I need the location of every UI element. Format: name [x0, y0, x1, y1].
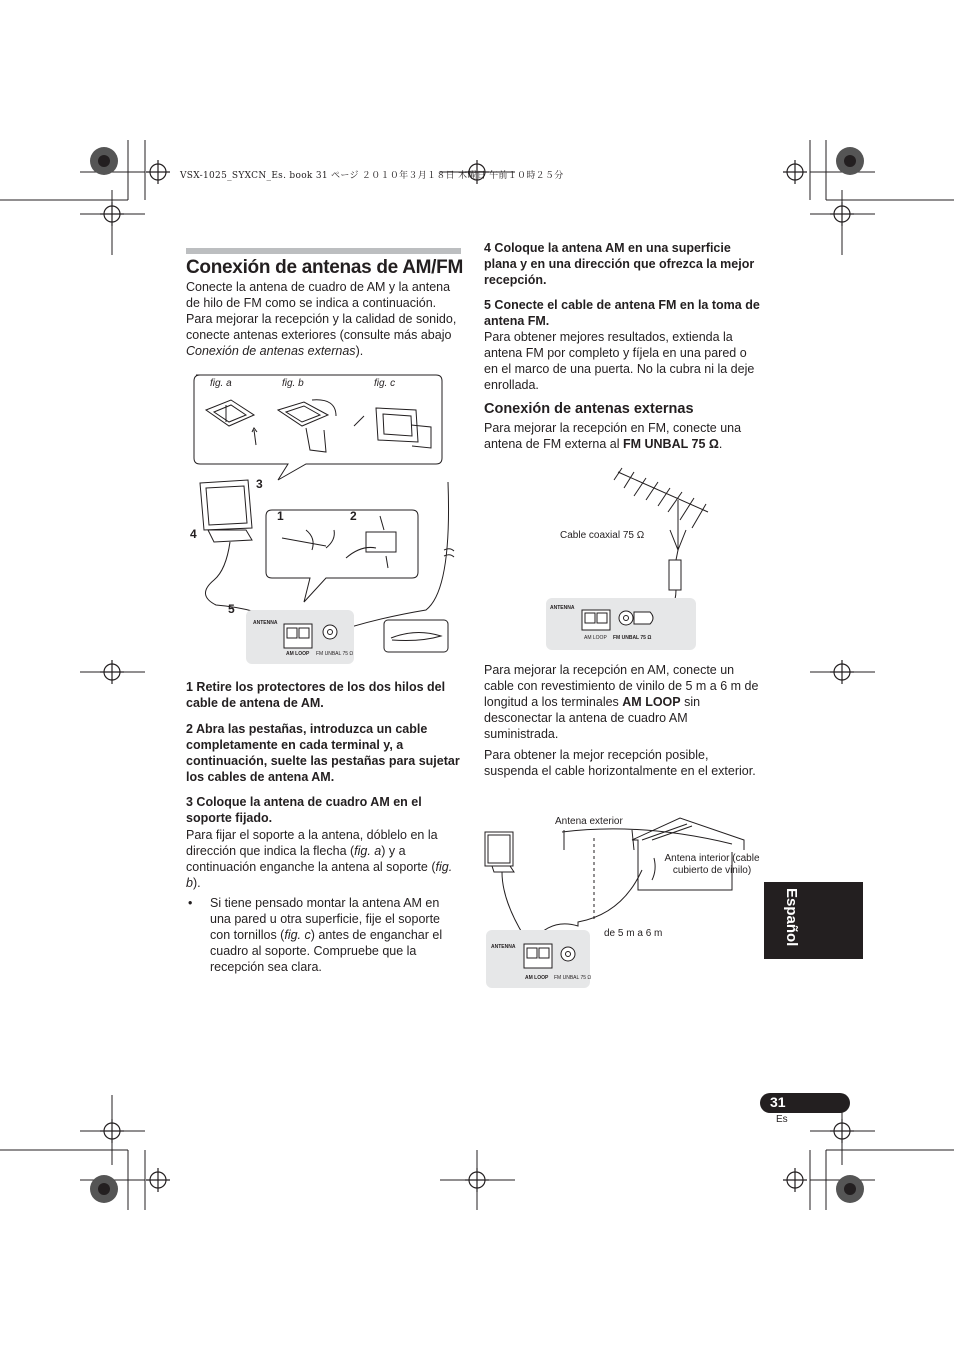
step-5-title: 5 Conecte el cable de antena FM en la toma de antena FM.: [484, 298, 760, 328]
terminal-clip-illustration: [346, 516, 396, 568]
distance-label: de 5 m a 6 m: [604, 928, 663, 939]
am-panel-antenna-label: ANTENNA: [491, 944, 516, 950]
fig-c-reference: fig. c: [284, 928, 311, 942]
step-5-text: Para obtener mejores resultados, extienda la antena FM por completo y fíjela en una pared o en el marco de una puerta. No la cubra ni la deje enrollada.: [484, 330, 755, 392]
page-number: 31: [760, 1093, 850, 1113]
step-3-title: 3 Coloque la antena de cuadro AM en el soporte fijado.: [186, 795, 422, 825]
external-antennas-title: Conexión de antenas externas: [484, 401, 694, 417]
fm-panel-fm-unbal-label: FM UNBAL 75 Ω: [613, 635, 652, 641]
am-external-antenna-figure: [482, 810, 762, 995]
mounting-note: [186, 895, 462, 975]
bullet-mark: •: [188, 896, 193, 910]
panel-fm-unbal-label: FM UNBAL 75 Ω: [316, 651, 354, 657]
step-3-text: Para fijar el soporte a la antena, dóblelo en la dirección que indica la flecha (fig. a) y a continuación enganche la antena al soporte (fig. b).: [186, 828, 453, 890]
fig-b-reference: fig. b: [186, 860, 453, 890]
callout-number-2: 2: [350, 509, 357, 523]
external-am-text: Para mejorar la recepción en AM, conecte un cable con revestimiento de vinilo de 5 m a 6 m de longitud a los terminales AM LOOP sin desconectar la antena de cuadro AM suministrada.: [484, 663, 759, 741]
language-tab-label: Español: [783, 888, 800, 947]
wire-detail-callout: [266, 510, 418, 602]
fm-panel-antenna-label: ANTENNA: [550, 605, 575, 611]
fm-unbal-terminal-name: FM UNBAL 75 Ω: [622, 437, 719, 451]
section-title: Conexión de antenas de AM/FM: [186, 257, 463, 278]
am-loop-small-illustration: [485, 832, 524, 936]
am-loop-terminal-name: AM LOOP: [622, 695, 681, 709]
intro-reference: Conexión de antenas externas: [186, 344, 356, 358]
callout-number-3: 3: [256, 477, 263, 491]
panel-am-loop-label: AM LOOP: [286, 651, 310, 657]
mounting-note-text: Si tiene pensado montar la antena AM en una pared u otra superficie, fije el soporte con tornillos (fig. c) antes de enganchar el cuadro al soporte. Compruebe que la recepción sea clara.: [210, 896, 443, 974]
fig-c-label: fig. c: [374, 378, 396, 389]
external-fm-text: Para mejorar la recepción en FM, conecte una antena de FM externa al FM UNBAL 75 Ω.: [484, 421, 742, 451]
fm-external-antenna-figure: [540, 460, 770, 660]
section-intro: Conecte la antena de cuadro de AM y la antena de hilo de FM como se indica a continuación. Para mejorar la recepción y la calidad de sonido, conecte antenas exteriores (consulte más abajo Conexión de antenas externas).: [186, 280, 457, 358]
am-panel-fm-unbal-label: FM UNBAL 75 Ω: [554, 975, 592, 981]
fm-panel-am-loop-label: AM LOOP: [584, 635, 607, 641]
coax-cable-label: Cable coaxial 75 Ω: [560, 530, 645, 541]
am-fm-antenna-figure: [186, 370, 466, 670]
outdoor-wire-illustration: [562, 829, 732, 850]
callout-number-1: 1: [277, 509, 284, 523]
fig-callout-bubble: [194, 375, 442, 480]
step-4: 4 Coloque la antena AM en una superficie plana y en una dirección que ofrezca la mejor recepción.: [484, 241, 755, 287]
language-tab: [764, 882, 863, 959]
panel-antenna-label: ANTENNA: [253, 620, 278, 626]
step-2: 2 Abra las pestañas, introduzca un cable completamente en cada terminal y, a continuación, suelte las pestañas para sujetar los cables de antena AM.: [186, 722, 460, 784]
fig-b-label: fig. b: [282, 378, 304, 389]
external-am-tip: Para obtener la mejor recepción posible, suspenda el cable horizontalmente en el exterior.: [484, 748, 756, 778]
outdoor-antenna-label: Antena exterior: [555, 816, 623, 827]
fig-a-reference: fig. a: [354, 844, 382, 858]
callout-number-5: 5: [228, 602, 235, 616]
callout-number-4: 4: [190, 527, 197, 541]
fig-c-illustration: [354, 408, 431, 448]
step-1: 1 Retire los protectores de los dos hilos del cable de antena de AM.: [186, 680, 446, 710]
section-rule: [186, 248, 461, 254]
print-header: VSX-1025_SYXCN_Es. book 31 ページ ２０１０年３月１８日 木曜日 午前１０時２５分: [180, 171, 564, 181]
fig-a-label: fig. a: [210, 378, 232, 389]
page-lang-code: Es: [776, 1114, 788, 1125]
fig-b-illustration: [278, 400, 336, 452]
wire-strip-illustration: [282, 530, 334, 550]
indoor-antenna-label: Antena interior (cable cubierto de vinilo): [664, 853, 760, 876]
fm-wire-bundle-box: [384, 620, 448, 652]
am-panel-am-loop-label: AM LOOP: [525, 975, 549, 981]
fig-a-illustration: [206, 400, 257, 445]
